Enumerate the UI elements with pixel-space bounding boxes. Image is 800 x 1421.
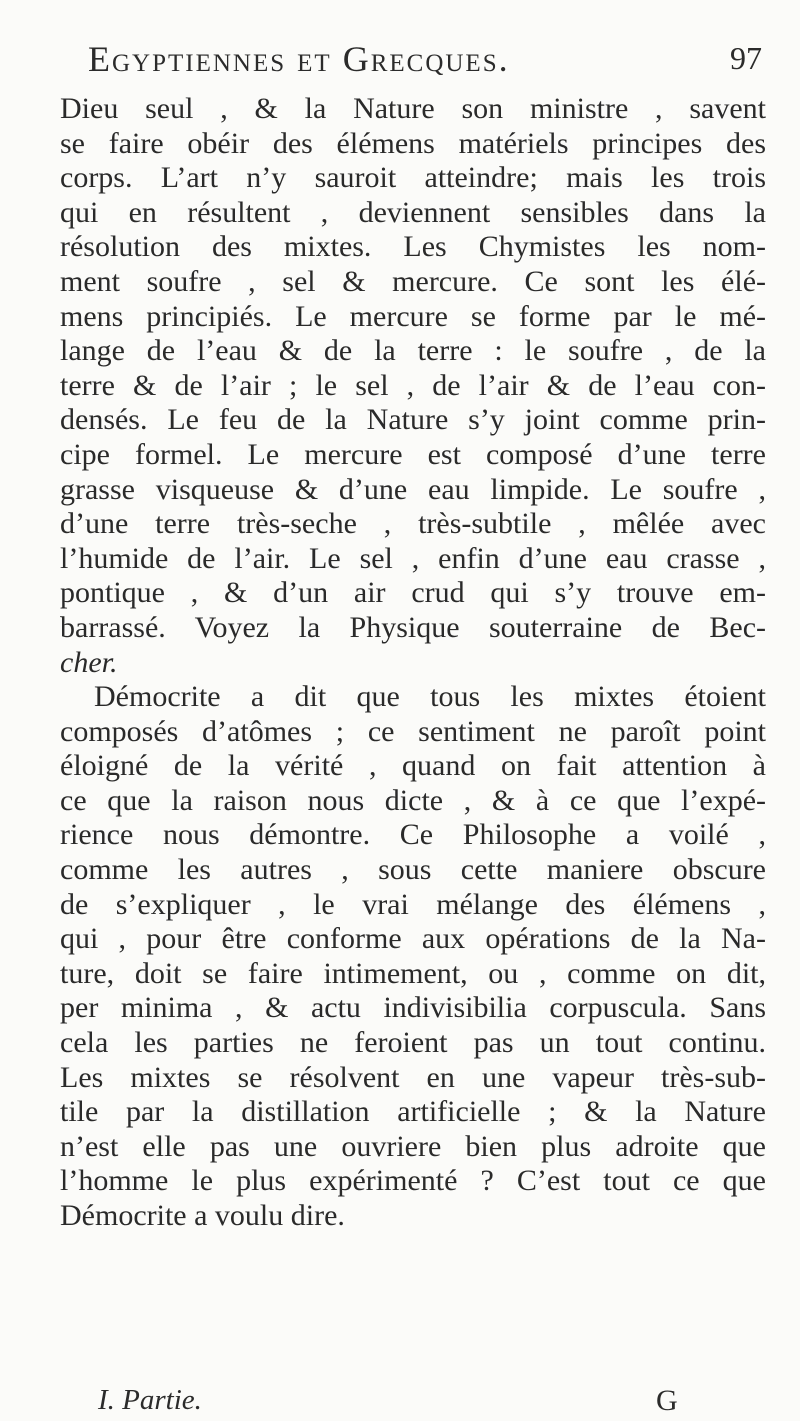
text-line: n’est elle pas une ouvriere bien plus adroite que	[60, 1129, 766, 1163]
text-line: pontique , & d’un air crud qui s’y trouve em-	[60, 576, 766, 610]
text-line: mens principiés. Le mercure se forme par le mé-	[60, 299, 766, 333]
text-line: cher.	[60, 645, 118, 679]
signature-mark: G	[656, 1384, 678, 1417]
text-line: d’une terre très-seche , très-subtile , mêlée avec	[60, 507, 766, 541]
text-line: cela les parties ne feroient pas un tout continu.	[60, 1026, 766, 1060]
running-header	[60, 38, 760, 88]
text-line: per minima , & actu indivisibilia corpuscula. Sans	[60, 991, 766, 1025]
text-line: composés d’atômes ; ce sentiment ne paroît point	[60, 714, 766, 748]
text-line: Les mixtes se résolvent en une vapeur très-sub-	[60, 1060, 766, 1094]
part-label: I. Partie.	[98, 1384, 202, 1416]
text-line: ture, doit se faire intimement, ou , comme on dit,	[60, 956, 766, 990]
text-line: lange de l’eau & de la terre : le soufre , de la	[60, 334, 766, 368]
text-line: terre & de l’air ; le sel , de l’air & de l’eau con-	[60, 368, 766, 402]
page-number: 97	[730, 40, 762, 76]
text-line: qui en résultent , deviennent sensibles dans la	[60, 195, 766, 229]
text-line: barrassé. Voyez la Physique souterraine de Bec-	[60, 610, 766, 644]
text-line: qui , pour être conforme aux opérations de la Na-	[60, 922, 766, 956]
page-footer	[60, 1384, 760, 1418]
text-line: ment soufre , sel & mercure. Ce sont les élé-	[60, 264, 766, 298]
text-line: Dieu seul , & la Nature son ministre , savent	[60, 92, 766, 125]
text-line: Démocrite a dit que tous les mixtes étoient	[94, 680, 766, 714]
text-line: comme les autres , sous cette maniere obscure	[60, 853, 766, 887]
text-line: Démocrite a voulu dire.	[60, 1199, 345, 1232]
text-line: densés. Le feu de la Nature s’y joint comme prin-	[60, 403, 766, 437]
text-line: de s’expliquer , le vrai mélange des élémens ,	[60, 887, 766, 921]
text-line: éloigné de la vérité , quand on fait attention à	[60, 749, 766, 783]
text-line: grasse visqueuse & d’une eau limpide. Le soufre ,	[60, 472, 766, 506]
text-line: rience nous démontre. Ce Philosophe a voilé ,	[60, 818, 766, 852]
text-line: l’homme le plus expérimenté ? C’est tout ce que	[60, 1164, 766, 1198]
text-line: corps. L’art n’y sauroit atteindre; mais les trois	[60, 161, 766, 195]
text-line: se faire obéir des élémens matériels principes des	[60, 126, 766, 160]
running-title: Egyptiennes et Grecques.	[88, 39, 510, 79]
text-line: tile par la distillation artificielle ; & la Nature	[60, 1095, 766, 1129]
text-line: résolution des mixtes. Les Chymistes les nom-	[60, 230, 766, 264]
text-line: cipe formel. Le mercure est composé d’une terre	[60, 437, 766, 471]
text-line: l’humide de l’air. Le sel , enfin d’une eau crasse ,	[60, 541, 766, 575]
body-text	[60, 92, 766, 1234]
text-line: ce que la raison nous dicte , & à ce que l’expé-	[60, 783, 766, 817]
